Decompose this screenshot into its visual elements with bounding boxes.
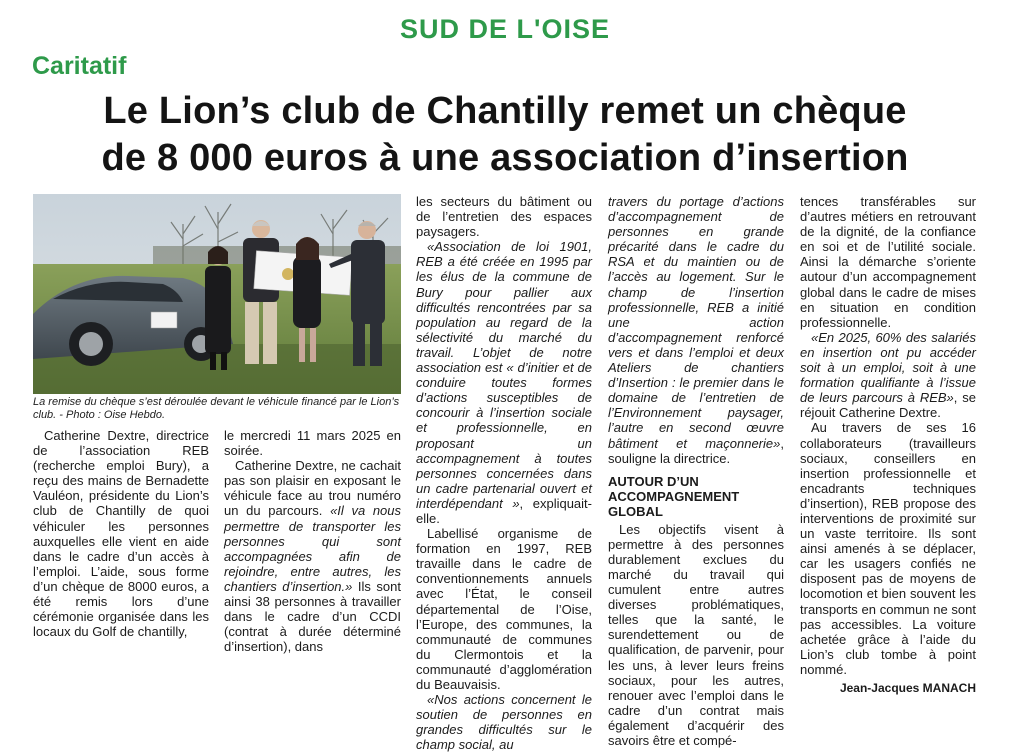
column-4 <box>608 194 784 748</box>
quote: «Nos actions concernent le soutien de personnes en grandes difficultés sur le champ social, au <box>416 692 592 752</box>
quote: «Il va nous permettre de transporter les personnes qui sont accompagnées afin de rejoindre, entre autres, les chantiers d’insertion.» <box>224 503 402 594</box>
quote: «Association de loi 1901, REB a été créée en 1995 par les élus de la commune de Bury pour pallier aux difficultés rencontrées par sa population au regard de la sélectivité du marché du travail. L’objet de notre association est « d’initier et de conduire toutes formes d’actions susceptibles de concourir à l’insertion sociale et professionnelle, en proposant un accompagnement à toutes personnes concernées dans un cadre partenarial ouvert et interdépendant » <box>416 239 592 511</box>
paragraph <box>608 194 784 466</box>
paragraph <box>224 458 401 654</box>
paragraph: les secteurs du bâtiment ou de l’entretien des espaces paysagers. <box>416 194 592 240</box>
headline-line-2: de 8 000 euros à une association d’insertion <box>101 137 909 179</box>
column-2 <box>224 428 401 654</box>
column-5 <box>800 194 976 696</box>
paragraph: Les objectifs visent à permettre à des personnes durablement exclues du marché du travail qui cumulent entre autres diverses problématiques, telles que la santé, le surendettement ou de qualification, de parvenir, pour les uns, à lever leurs freins sociaux, pour les autres, renouer avec l’emploi dans le cadre d’un contrat mais également d’acquérir des savoirs être et compé- <box>608 521 784 748</box>
text: Ils sont ainsi 38 personnes à travailler dans le cadre d’un CCDI (contrat à durée déterminé d’insertion), dans <box>224 578 401 655</box>
paragraph <box>416 239 592 526</box>
paragraph <box>800 330 976 421</box>
section-title: SUD DE L'OISE <box>400 14 610 44</box>
paragraph: tences transférables sur d’autres métiers en retrouvant de la dignité, de la confiance en soi et de l’utilité sociale. Ainsi la démarche s’oriente autour d’un accompagnement global dans le cadre de mises en situation en condition professionnelle. <box>800 194 976 330</box>
text: , se réjouit Catherine Dextre. <box>800 390 976 421</box>
article-photo <box>33 194 401 394</box>
paragraph: Catherine Dextre, directrice de l’association REB (recherche emploi Bury), a reçu des mains de Bernadette Vauléon, présidente du Lion’s club de Chantilly de quoi véhiculer les personnes auxquelles elle vient en aide dans le cadre d’un accès à l’emploi. L’aide, sous forme d’un chèque de 8000 euros, a été remis lors d’une cérémonie organisée dans les locaux du Golf de chantilly, <box>33 428 209 640</box>
quote: «En 2025, 60% des salariés en insertion ont pu accéder soit à un emploi, soit à une formation qualifiante à l’issue de leurs parcours à REB» <box>800 329 976 406</box>
text: Catherine Dextre, ne cachait pas son plaisir en exposant le véhicule face au trou numéro un du parcours. <box>224 458 401 519</box>
kicker: Caritatif <box>32 52 127 80</box>
text: , souligne la directrice. <box>608 435 784 466</box>
paragraph: le mercredi 11 mars 2025 en soirée. <box>224 428 401 459</box>
text: , expliquait-elle. <box>416 495 592 526</box>
column-3 <box>416 194 592 752</box>
quote: travers du portage d’actions d’accompagnement de personnes en grande précarité dans le cadre du RSA et du maintien ou de l’accès au logement. Sur le champ de l’insertion professionnelle, REB a initié une action d’accompagnement renforcé vers et dans l’emploi et deux Ateliers de chantiers d’Insertion : le premier dans le domaine de l’entretien de l’Environnement paysager, l’autre en second œuvre bâtiment et maçonnerie» <box>608 194 784 451</box>
headline-line-1: Le Lion’s club de Chantilly remet un chèque <box>103 90 907 132</box>
subheading: AUTOUR D’UN ACCOMPAGNEMENT GLOBAL <box>608 473 740 519</box>
paragraph: Au travers de ses 16 collaborateurs (travailleurs sociaux, conseillers en insertion professionnelle et encadrants techniques d’insertion), REB propose des interventions de proximité sur un vaste territoire. Ils sont ainsi amenés à se déplacer, car les usagers confiés ne disposent pas de moyens de locomotion et bien souvent les transports en commun ne sont pas accessibles. La voiture achetée grâce à l’aide du Lion’s club tombe à point nommé. <box>800 420 976 677</box>
column-1 <box>33 428 209 639</box>
photo-caption: La remise du chèque s’est déroulée devant le véhicule financé par le Lion’s club. - Photo : Oise Hebdo. <box>33 396 400 421</box>
paragraph: Labellisé organisme de formation en 1997, REB travaille dans le cadre de conventionnements annuels avec l’État, le conseil départemental de l’Oise, l’Europe, des communes, la communauté de communes du Clermontois et la communauté d’agglomération du Beauvaisis. <box>416 526 592 692</box>
author-signature: Jean-Jacques MANACH <box>839 681 976 695</box>
headline <box>20 88 990 182</box>
